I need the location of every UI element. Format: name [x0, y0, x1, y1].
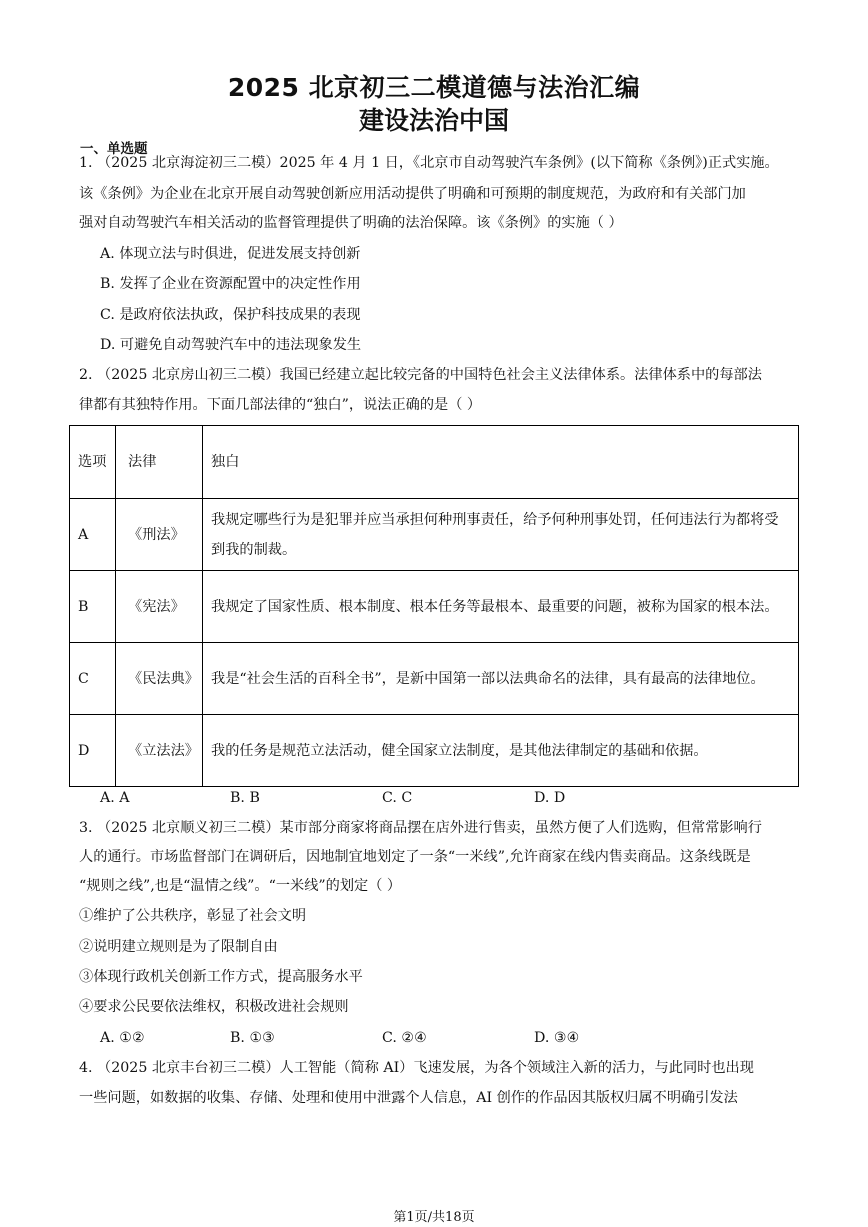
row-option: C — [70, 643, 116, 715]
row-option: A — [70, 499, 116, 571]
q4-stem-line: 4. （2025 北京丰台初三二模）人工智能（简称 AI）飞速发展，为各个领域注入新的活力，与此同时也出现 — [79, 1060, 754, 1076]
q2-choices — [100, 788, 565, 808]
table-header-row — [70, 426, 799, 499]
row-monologue: 我规定了国家性质、根本制度、根本任务等最根本、最重要的问题，被称为国家的根本法。 — [203, 571, 799, 643]
table-row — [70, 571, 799, 643]
page-footer: 第1页/共18页 — [393, 1210, 475, 1225]
q2-stem-line: 2. （2025 北京房山初三二模）我国已经建立起比较完备的中国特色社会主义法律体系。法律体系中的每部法 — [79, 367, 762, 383]
q1-stem-line: 1. （2025 北京海淀初三二模）2025 年 4 月 1 日，《北京市自动驾驶汽车条例》(以下简称《条例》)正式实施。 — [79, 155, 779, 171]
q3-stem-line: 3. （2025 北京顺义初三二模）某市部分商家将商品摆在店外进行售卖，虽然方便了人们选购，但常常影响行 — [79, 820, 762, 836]
row-monologue: 我是“社会生活的百科全书”，是新中国第一部以法典命名的法律，具有最高的法律地位。 — [203, 643, 799, 715]
q1-option-d: D. 可避免自动驾驶汽车中的违法现象发生 — [100, 337, 362, 353]
header-cell-option: 选项 — [70, 426, 116, 499]
row-law: 《立法法》 — [116, 715, 203, 787]
q3-statement-1: ①维护了公共秩序，彰显了社会文明 — [79, 908, 307, 924]
q2-choice-b: B. B — [230, 790, 260, 806]
document-subtitle: 建设法治中国 — [358, 106, 509, 135]
q1-stem-line: 强对自动驾驶汽车相关活动的监督管理提供了明确的法治保障。该《条例》的实施（ ） — [79, 215, 623, 231]
header-cell-law: 法律 — [116, 426, 203, 499]
header-cell-monologue: 独白 — [203, 426, 799, 499]
document-title: 2025 北京初三二模道德与法治汇编 — [227, 73, 641, 102]
q2-stem-line: 律都有其独特作用。下面几部法律的“独白”，说法正确的是（ ） — [79, 397, 482, 413]
q3-choice-a: A. ①② — [100, 1030, 145, 1046]
section-heading: 一、单选题 — [80, 141, 148, 157]
row-law: 《刑法》 — [116, 499, 203, 571]
q1-option-b: B. 发挥了企业在资源配置中的决定性作用 — [100, 276, 361, 292]
q3-choices — [100, 1028, 579, 1048]
table-row — [70, 499, 799, 571]
q3-statement-4: ④要求公民要依法维权，积极改进社会规则 — [79, 999, 349, 1015]
q2-choice-d: D. D — [534, 790, 566, 806]
q1-option-a: A. 体现立法与时俱进，促进发展支持创新 — [100, 246, 361, 262]
q3-choice-c: C. ②④ — [382, 1030, 427, 1046]
row-option: D — [70, 715, 116, 787]
q3-stem-line: “规则之线”,也是“温情之线”。“一米线”的划定（ ） — [79, 878, 402, 894]
row-law: 《民法典》 — [116, 643, 203, 715]
q2-choice-c: C. C — [382, 790, 413, 806]
table-row — [70, 643, 799, 715]
q3-statement-3: ③体现行政机关创新工作方式，提高服务水平 — [79, 969, 363, 985]
q1-option-c: C. 是政府依法执政，保护科技成果的表现 — [100, 307, 361, 323]
q3-stem-line: 人的通行。市场监督部门在调研后，因地制宜地划定了一条“一米线”,允许商家在线内售卖商品。这条线既是 — [79, 849, 751, 865]
q3-choice-b: B. ①③ — [230, 1030, 275, 1046]
q4-stem-line: 一些问题，如数据的收集、存储、处理和使用中泄露个人信息，AI 创作的作品因其版权归属不明确引发法 — [79, 1090, 738, 1106]
q1-stem-line: 该《条例》为企业在北京开展自动驾驶创新应用活动提供了明确和可预期的制度规范，为政府和有关部门加 — [79, 186, 746, 202]
row-monologue: 我规定哪些行为是犯罪并应当承担何种刑事责任，给予何种刑事处罚，任何违法行为都将受到我的制裁。 — [203, 499, 799, 571]
row-option: B — [70, 571, 116, 643]
q2-choice-a: A. A — [100, 790, 130, 806]
table-row — [70, 715, 799, 787]
q2-law-table — [69, 425, 799, 787]
q3-choice-d: D. ③④ — [534, 1030, 580, 1046]
q3-statement-2: ②说明建立规则是为了限制自由 — [79, 939, 278, 955]
row-monologue: 我的任务是规范立法活动，健全国家立法制度，是其他法律制定的基础和依据。 — [203, 715, 799, 787]
row-law: 《宪法》 — [116, 571, 203, 643]
